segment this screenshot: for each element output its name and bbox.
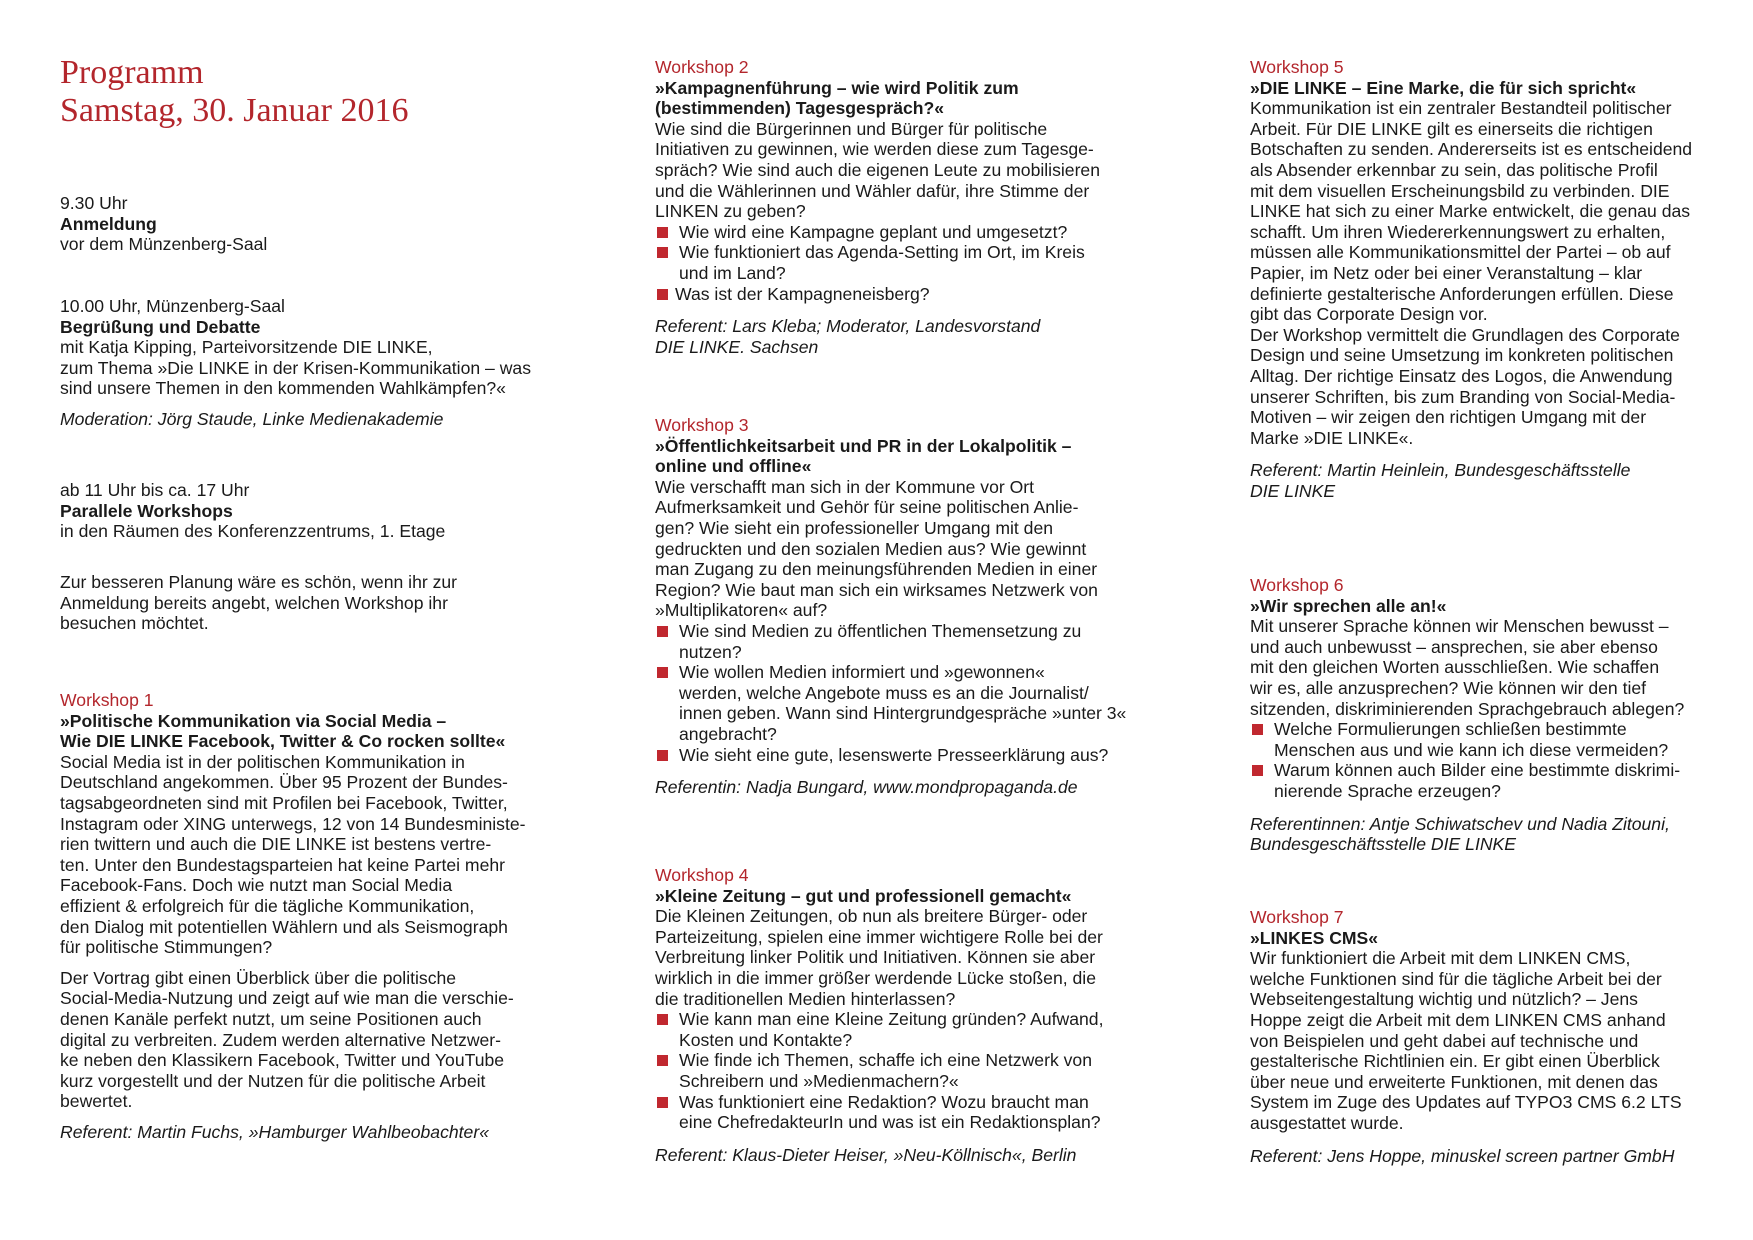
bullet-continuation: angebracht? (679, 723, 777, 744)
body-line: Region? Wie baut man sich ein wirksames Netzwerk von (655, 579, 1098, 600)
body-line: definierte gestalterische Anforderungen erfüllen. Diese (1250, 283, 1674, 304)
workshop-title: »Öffentlichkeitsarbeit und PR in der Lokalpolitik – (655, 435, 1072, 456)
bullet-square-icon (657, 1014, 668, 1025)
bullet-continuation: innen geben. Wann sind Hintergrundgespräche »unter 3« (679, 703, 1127, 724)
bullet-text: Warum können auch Bilder eine bestimmte diskrimi- (1274, 760, 1681, 781)
bullet-item (655, 242, 1155, 263)
body-line: schafft. Um ihren Wiedererkennungswert zu erhalten, (1250, 221, 1666, 242)
workshop-title: »Politische Kommunikation via Social Media – (60, 710, 447, 731)
workshop-2 (655, 57, 1155, 357)
body-line: digital zu verbreiten. Zudem werden alternative Netzwer- (60, 1029, 502, 1050)
bullet-text: Welche Formulierungen schließen bestimmte (1274, 719, 1627, 740)
body-line: Design und seine Umsetzung im konkreten politischen (1250, 345, 1674, 366)
workshop-title: (bestimmenden) Tagesgespräch?« (655, 98, 945, 119)
body-line: spräch? Wie sind auch die eigenen Leute zu mobilisieren (655, 159, 1100, 180)
registration-time: 9.30 Uhr (60, 193, 128, 213)
welcome-line: zum Thema »Die LINKE in der Krisen-Kommunikation – was (60, 357, 531, 378)
body-line: Wie sind die Bürgerinnen und Bürger für politische (655, 118, 1048, 139)
body-line: und auch unbewusst – ansprechen, sie aber ebenso (1250, 636, 1658, 657)
parallel-title: Parallele Workshops (60, 500, 233, 521)
body-line: gestalterische Richtlinien ein. Er gibt einen Überblick (1250, 1051, 1660, 1072)
body-line: müssen alle Kommunikationsmittel der Partei – ob auf (1250, 242, 1671, 263)
welcome-time: 10.00 Uhr, Münzenberg-Saal (60, 296, 285, 316)
body-line: Papier, im Netz oder bei einer Veranstaltung – klar (1250, 262, 1643, 283)
bullet-item (655, 1092, 1155, 1113)
planning-note (60, 572, 560, 634)
body-line: ke neben den Klassikern Facebook, Twitter und YouTube (60, 1050, 505, 1071)
body-line: System im Zuge des Updates auf TYPO3 CMS 6.2 LTS (1250, 1092, 1682, 1113)
workshop-label: Workshop 7 (1250, 907, 1344, 927)
body-line: gen? Wie sieht ein professioneller Umgang mit den (655, 517, 1054, 538)
body-line: denen Kanäle perfekt nutzt, um seine Positionen auch (60, 1008, 482, 1029)
body-line: man Zugang zu den meinungsführenden Medien in einer (655, 559, 1098, 580)
parallel-place: in den Räumen des Konferenzzentrums, 1. Etage (60, 521, 446, 542)
welcome-line: mit Katja Kipping, Parteivorsitzende DIE LINKE, (60, 337, 433, 358)
body-line: gedruckten und den sozialen Medien aus? Wie gewinnt (655, 538, 1087, 559)
bullet-square-icon (657, 1097, 668, 1108)
bullet-continuation: Kosten und Kontakte? (679, 1029, 853, 1050)
note-line: besuchen möchtet. (60, 613, 209, 634)
body-line: »Multiplikatoren« auf? (655, 600, 828, 621)
bullet-text: Was ist der Kampagneneisberg? (675, 283, 930, 304)
body-line: den Dialog mit potentiellen Wählern und als Seismograph (60, 916, 508, 937)
note-line: Anmeldung bereits angebt, welchen Workshop ihr (60, 592, 448, 613)
body-line: Webseitengestaltung wichtig und nützlich? – Jens (1250, 989, 1638, 1010)
bullet-square-icon (657, 667, 668, 678)
body-line: Wie verschafft man sich in der Kommune vor Ort (655, 476, 1035, 497)
body-line: wir es, alle anzusprechen? Wie können wir den tief (1250, 677, 1647, 698)
workshop-4 (655, 865, 1155, 1165)
body-line: mit dem visuellen Erscheinungsbild zu verbinden. DIE (1250, 180, 1670, 201)
workshop-label: Workshop 4 (655, 865, 749, 885)
workshop-3 (655, 415, 1155, 798)
welcome-moderation: Moderation: Jörg Staude, Linke Medienakademie (60, 408, 444, 429)
bullet-continuation: werden, welche Angebote muss es an die Journalist/ (679, 682, 1089, 703)
body-line: Social Media ist in der politischen Kommunikation in (60, 751, 465, 772)
bullet-square-icon (657, 247, 668, 258)
registration-title: Anmeldung (60, 213, 157, 234)
workshop-speaker: DIE LINKE (1250, 480, 1336, 501)
body-line: gibt das Corporate Design vor. (1250, 304, 1488, 325)
workshop-7 (1250, 907, 1750, 1166)
body-line: und die Wählerinnen und Wähler dafür, ihre Stimme der (655, 180, 1090, 201)
body-line: als Absender erkennbar zu sein, das politische Profil (1250, 159, 1658, 180)
body-line: Instagram oder XING unterwegs, 12 von 14 Bundesministe- (60, 813, 526, 834)
workshop-1 (60, 690, 560, 1142)
body-line: Verbreitung linker Politik und Initiativen. Können sie aber (655, 947, 1096, 968)
body-line: tagsabgeordneten sind mit Profilen bei Facebook, Twitter, (60, 792, 508, 813)
bullet-continuation: Schreibern und »Medienmachern?« (679, 1070, 959, 1091)
body-line: Motiven – wir zeigen den richtigen Umgang mit der (1250, 407, 1647, 428)
registration-place: vor dem Münzenberg-Saal (60, 234, 268, 255)
workshop-title: »Kampagnenführung – wie wird Politik zum (655, 77, 1019, 98)
body-line: unserer Schriften, bis zum Branding von Social-Media- (1250, 386, 1676, 407)
body-line: Mit unserer Sprache können wir Menschen bewusst – (1250, 616, 1669, 637)
workshop-title: »Kleine Zeitung – gut und professionell gemacht« (655, 885, 1072, 906)
workshop-title: »Wir sprechen alle an!« (1250, 595, 1447, 616)
body-line: Deutschland angekommen. Über 95 Prozent der Bundes- (60, 772, 508, 793)
body-line: über neue und erweiterte Funktionen, mit denen das (1250, 1071, 1658, 1092)
bullet-continuation: nierende Sprache erzeugen? (1274, 780, 1501, 801)
bullet-item (655, 745, 1155, 766)
workshop-speaker: Referent: Martin Fuchs, »Hamburger Wahlbeobachter« (60, 1121, 489, 1142)
workshop-title: »LINKES CMS« (1250, 927, 1379, 948)
body-line: Kommunikation ist ein zentraler Bestandteil politischer (1250, 98, 1672, 119)
bullet-square-icon (657, 1055, 668, 1066)
workshop-label: Workshop 1 (60, 690, 154, 710)
bullet-item (655, 1009, 1155, 1030)
workshop-label: Workshop 3 (655, 415, 749, 435)
workshop-speaker: Referentinnen: Antje Schiwatschev und Nadia Zitouni, (1250, 813, 1670, 834)
workshop-speaker: Referent: Jens Hoppe, minuskel screen partner GmbH (1250, 1145, 1675, 1166)
bullet-square-icon (657, 289, 668, 300)
workshop-label: Workshop 5 (1250, 57, 1344, 77)
body-line: effizient & erfolgreich für die tägliche Kommunikation, (60, 895, 475, 916)
bullet-item (1250, 760, 1750, 781)
workshop-5 (1250, 57, 1750, 501)
bullet-item (655, 662, 1155, 683)
body-line: Der Workshop vermittelt die Grundlagen des Corporate (1250, 324, 1680, 345)
body-line: bewertet. (60, 1091, 133, 1112)
body-line: Facebook-Fans. Doch wie nutzt man Social Media (60, 875, 453, 896)
body-line: LINKEN zu geben? (655, 201, 806, 222)
body-line: Alltag. Der richtige Einsatz des Logos, die Anwendung (1250, 365, 1673, 386)
parallel-block (60, 480, 560, 542)
workshop-label: Workshop 2 (655, 57, 749, 77)
parallel-time: ab 11 Uhr bis ca. 17 Uhr (60, 480, 250, 500)
body-line: LINKE hat sich zu einer Marke entwickelt, die genau das (1250, 201, 1691, 222)
body-line: ausgestattet wurde. (1250, 1112, 1404, 1133)
body-line: für politische Stimmungen? (60, 937, 273, 958)
body-line: mit den gleichen Worten ausschließen. Wie schaffen (1250, 657, 1660, 678)
body-line: Marke »DIE LINKE«. (1250, 427, 1414, 448)
body-line: ten. Unter den Bundestagsparteien hat keine Partei mehr (60, 854, 506, 875)
workshop-speaker: Referentin: Nadja Bungard, www.mondpropaganda.de (655, 777, 1078, 798)
bullet-text: Wie funktioniert das Agenda-Setting im Ort, im Kreis (679, 242, 1085, 263)
bullet-continuation: Menschen aus und wie kann ich diese vermeiden? (1274, 739, 1669, 760)
body-line: Arbeit. Für DIE LINKE gilt es einerseits die richtigen (1250, 118, 1653, 139)
bullet-text: Wie kann man eine Kleine Zeitung gründen? Aufwand, (679, 1009, 1104, 1030)
page-title (60, 54, 408, 130)
body-line: Aufmerksamkeit und Gehör für seine politischen Anlie- (655, 497, 1079, 518)
bullet-text: Wie finde ich Themen, schaffe ich eine Netzwerk von (679, 1050, 1093, 1071)
bullet-continuation: und im Land? (679, 262, 786, 283)
bullet-square-icon (657, 626, 668, 637)
bullet-continuation: nutzen? (679, 641, 742, 662)
body-line: kurz vorgestellt und der Nutzen für die politische Arbeit (60, 1070, 486, 1091)
bullet-item (1250, 719, 1750, 740)
bullet-text: Was funktioniert eine Redaktion? Wozu braucht man (679, 1091, 1089, 1112)
body-line: sitzenden, diskriminierenden Sprachgebrauch ablegen? (1250, 698, 1685, 719)
bullet-text: Wie wird eine Kampagne geplant und umgesetzt? (679, 221, 1068, 242)
body-line: wirklich in die immer größer werdende Lücke stoßen, die (655, 967, 1097, 988)
bullet-item (655, 621, 1155, 642)
bullet-text: Wie sieht eine gute, lesenswerte Presseerklärung aus? (679, 744, 1109, 765)
welcome-block (60, 296, 560, 430)
bullet-item (655, 222, 1155, 243)
workshop-title: online und offline« (655, 456, 812, 477)
note-line: Zur besseren Planung wäre es schön, wenn ihr zur (60, 572, 458, 592)
body-line: rien twittern und auch die DIE LINKE ist bestens vertre- (60, 834, 492, 855)
workshop-speaker: Referent: Lars Kleba; Moderator, Landesvorstand (655, 316, 1041, 337)
body-line: Wir funktioniert die Arbeit mit dem LINKEN CMS, (1250, 948, 1631, 969)
body-line: von Beispielen und geht dabei auf technische und (1250, 1030, 1639, 1051)
bullet-text: Wie wollen Medien informiert und »gewonnen« (679, 662, 1045, 683)
body-line: Social-Media-Nutzung und zeigt auf wie man die verschie- (60, 988, 514, 1009)
body-line: Parteizeitung, spielen eine immer wichtigere Rolle bei der (655, 926, 1103, 947)
body-line: Initiativen zu gewinnen, wie werden diese zum Tagesge- (655, 139, 1094, 160)
workshop-speaker: Bundesgeschäftsstelle DIE LINKE (1250, 834, 1517, 855)
welcome-line: sind unsere Themen in den kommenden Wahlkämpfen?« (60, 378, 506, 399)
workshop-speaker: Referent: Klaus-Dieter Heiser, »Neu-Köllnisch«, Berlin (655, 1144, 1077, 1165)
body-line: Die Kleinen Zeitungen, ob nun als breitere Bürger- oder (655, 906, 1088, 927)
bullet-square-icon (657, 227, 668, 238)
bullet-square-icon (657, 750, 668, 761)
workshop-title: Wie DIE LINKE Facebook, Twitter & Co rocken sollte« (60, 731, 506, 752)
workshop-speaker: Referent: Martin Heinlein, Bundesgeschäftsstelle (1250, 460, 1631, 481)
bullet-item (655, 284, 1155, 305)
bullet-text: Wie sind Medien zu öffentlichen Themensetzung zu (679, 620, 1082, 641)
body-line: die traditionellen Medien hinterlassen? (655, 988, 956, 1009)
body-line: welche Funktionen sind für die tägliche Arbeit bei der (1250, 968, 1662, 989)
workshop-6 (1250, 575, 1750, 855)
bullet-continuation: eine ChefredakteurIn und was ist ein Redaktionsplan? (679, 1112, 1101, 1133)
bullet-square-icon (1252, 765, 1263, 776)
workshop-speaker: DIE LINKE. Sachsen (655, 336, 819, 357)
title-line-2: Samstag, 30. Januar 2016 (60, 92, 409, 129)
title-line-1: Programm (60, 54, 204, 91)
bullet-item (655, 1050, 1155, 1071)
body-line: Botschaften zu senden. Andererseits ist es entscheidend (1250, 139, 1693, 160)
workshop-label: Workshop 6 (1250, 575, 1344, 595)
body-line: Hoppe zeigt die Arbeit mit dem LINKEN CMS anhand (1250, 1009, 1666, 1030)
registration-block (60, 193, 560, 255)
bullet-square-icon (1252, 724, 1263, 735)
body-line: Der Vortrag gibt einen Überblick über die politische (60, 967, 457, 988)
welcome-title: Begrüßung und Debatte (60, 316, 261, 337)
workshop-title: »DIE LINKE – Eine Marke, die für sich spricht« (1250, 77, 1637, 98)
